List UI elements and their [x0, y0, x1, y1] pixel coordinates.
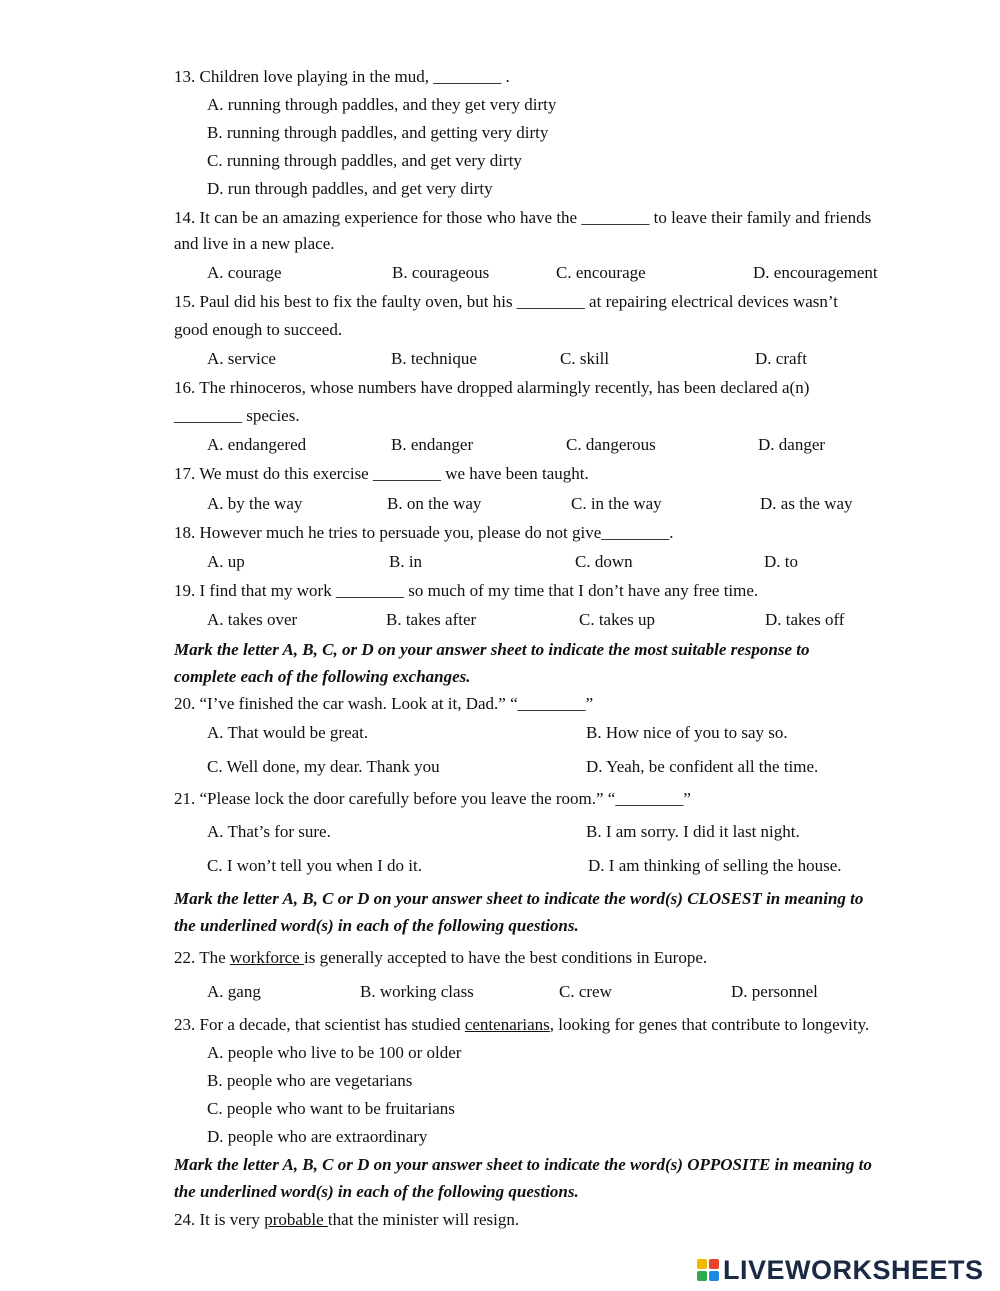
- q21-option-d: D. I am thinking of selling the house.: [588, 856, 842, 875]
- instruction-opposite-line2: the underlined word(s) in each of the following questions.: [174, 1182, 579, 1201]
- q23-stem-post: , looking for genes that contribute to longevity.: [549, 1015, 870, 1034]
- q23-stem: [174, 1014, 869, 1036]
- q17-stem: 17. We must do this exercise ________ we have been taught.: [174, 464, 589, 483]
- q16-option-d: D. danger: [758, 435, 826, 454]
- q14-option-a: A. courage: [207, 263, 282, 282]
- instruction-opposite-line1: Mark the letter A, B, C or D on your answer sheet to indicate the word(s) OPPOSITE in meaning to: [174, 1155, 872, 1174]
- q18-option-c: C. down: [575, 552, 633, 571]
- q19-stem: 19. I find that my work ________ so much of my time that I don’t have any free time.: [174, 581, 759, 600]
- q19-option-d: D. takes off: [765, 610, 845, 629]
- q13-option-a: A. running through paddles, and they get very dirty: [207, 95, 557, 114]
- q13-stem: 13. Children love playing in the mud, ________ .: [174, 67, 510, 86]
- q17-option-c: C. in the way: [571, 494, 662, 513]
- q20-option-d: D. Yeah, be confident all the time.: [586, 757, 819, 776]
- logo-block-blue: [709, 1271, 719, 1281]
- q22-option-d: D. personnel: [731, 982, 818, 1001]
- q19-option-b: B. takes after: [386, 610, 477, 629]
- q16-option-c: C. dangerous: [566, 435, 656, 454]
- q15-option-c: C. skill: [560, 349, 610, 368]
- q17-option-a: A. by the way: [207, 494, 303, 513]
- logo-block-red: [709, 1259, 719, 1269]
- q16-stem-line2: ________ species.: [174, 406, 300, 425]
- q21-stem: 21. “Please lock the door carefully before you leave the room.” “________”: [174, 789, 691, 808]
- q21-option-b: B. I am sorry. I did it last night.: [586, 822, 800, 841]
- instruction-exchanges-line1: Mark the letter A, B, C, or D on your answer sheet to indicate the most suitable response to: [174, 640, 810, 659]
- q14-stem-line2: and live in a new place.: [174, 234, 335, 253]
- q21-option-c: C. I won’t tell you when I do it.: [207, 856, 422, 875]
- q24-stem-post: that the minister will resign.: [327, 1210, 520, 1229]
- q18-option-a: A. up: [207, 552, 245, 571]
- q13-option-b: B. running through paddles, and getting very dirty: [207, 123, 549, 142]
- q19-option-c: C. takes up: [579, 610, 656, 629]
- q18-stem: 18. However much he tries to persuade you, please do not give________.: [174, 523, 674, 542]
- q22-stem: [174, 947, 707, 969]
- q15-option-b: B. technique: [391, 349, 477, 368]
- q22-option-a: A. gang: [207, 982, 261, 1001]
- q16-option-b: B. endanger: [391, 435, 474, 454]
- q23-option-c: C. people who want to be fruitarians: [207, 1099, 455, 1118]
- q16-option-a: A. endangered: [207, 435, 307, 454]
- q23-option-d: D. people who are extraordinary: [207, 1127, 428, 1146]
- logo-wordmark: LIVEWORKSHEETS: [723, 1254, 984, 1285]
- instruction-exchanges-line2: complete each of the following exchanges.: [174, 667, 471, 686]
- q22-option-b: B. working class: [360, 982, 474, 1001]
- q24-stem: [174, 1209, 519, 1231]
- q14-stem-line1: 14. It can be an amazing experience for those who have the ________ to leave their family and friends: [174, 208, 872, 227]
- q14-option-d: D. encouragement: [753, 263, 878, 282]
- q18-option-d: D. to: [764, 552, 798, 571]
- q24-stem-pre: 24. It is very: [174, 1210, 265, 1229]
- q23-option-a: A. people who live to be 100 or older: [207, 1043, 462, 1062]
- q14-option-b: B. courageous: [392, 263, 490, 282]
- instruction-closest-line2: the underlined word(s) in each of the following questions.: [174, 916, 579, 935]
- q24-underlined-word: probable: [264, 1210, 328, 1229]
- liveworksheets-logo[interactable]: [697, 1254, 984, 1286]
- q22-option-c: C. crew: [559, 982, 612, 1001]
- q17-option-b: B. on the way: [387, 494, 482, 513]
- q17-option-d: D. as the way: [760, 494, 853, 513]
- q23-stem-pre: 23. For a decade, that scientist has studied: [174, 1015, 465, 1034]
- q15-option-d: D. craft: [755, 349, 807, 368]
- q21-option-a: A. That’s for sure.: [207, 822, 331, 841]
- q23-underlined-word: centenarians: [464, 1015, 550, 1034]
- q15-stem-line2: good enough to succeed.: [174, 320, 343, 339]
- q22-underlined-word: workforce: [229, 948, 304, 967]
- q22-stem-post: is generally accepted to have the best conditions in Europe.: [303, 948, 708, 967]
- q15-stem-line1: 15. Paul did his best to fix the faulty oven, but his ________ at repairing electrical devices wasn’t: [174, 292, 838, 311]
- q18-option-b: B. in: [389, 552, 423, 571]
- q13-option-c: C. running through paddles, and get very dirty: [207, 151, 522, 170]
- q20-option-a: A. That would be great.: [207, 723, 369, 742]
- q23-option-b: B. people who are vegetarians: [207, 1071, 413, 1090]
- q15-option-a: A. service: [207, 349, 276, 368]
- q19-option-a: A. takes over: [207, 610, 298, 629]
- logo-blocks-icon: [697, 1259, 719, 1281]
- q22-stem-pre: 22. The: [174, 948, 230, 967]
- q16-stem-line1: 16. The rhinoceros, whose numbers have dropped alarmingly recently, has been declared a(n): [174, 378, 810, 397]
- q13-option-d: D. run through paddles, and get very dirty: [207, 179, 493, 198]
- q20-option-c: C. Well done, my dear. Thank you: [207, 757, 440, 776]
- instruction-closest-line1: Mark the letter A, B, C or D on your answer sheet to indicate the word(s) CLOSEST in meaning to: [174, 889, 864, 908]
- q20-stem: 20. “I’ve finished the car wash. Look at it, Dad.” “________”: [174, 694, 594, 713]
- logo-block-yellow: [697, 1259, 707, 1269]
- q20-option-b: B. How nice of you to say so.: [586, 723, 788, 742]
- logo-block-green: [697, 1271, 707, 1281]
- q14-option-c: C. encourage: [556, 263, 646, 282]
